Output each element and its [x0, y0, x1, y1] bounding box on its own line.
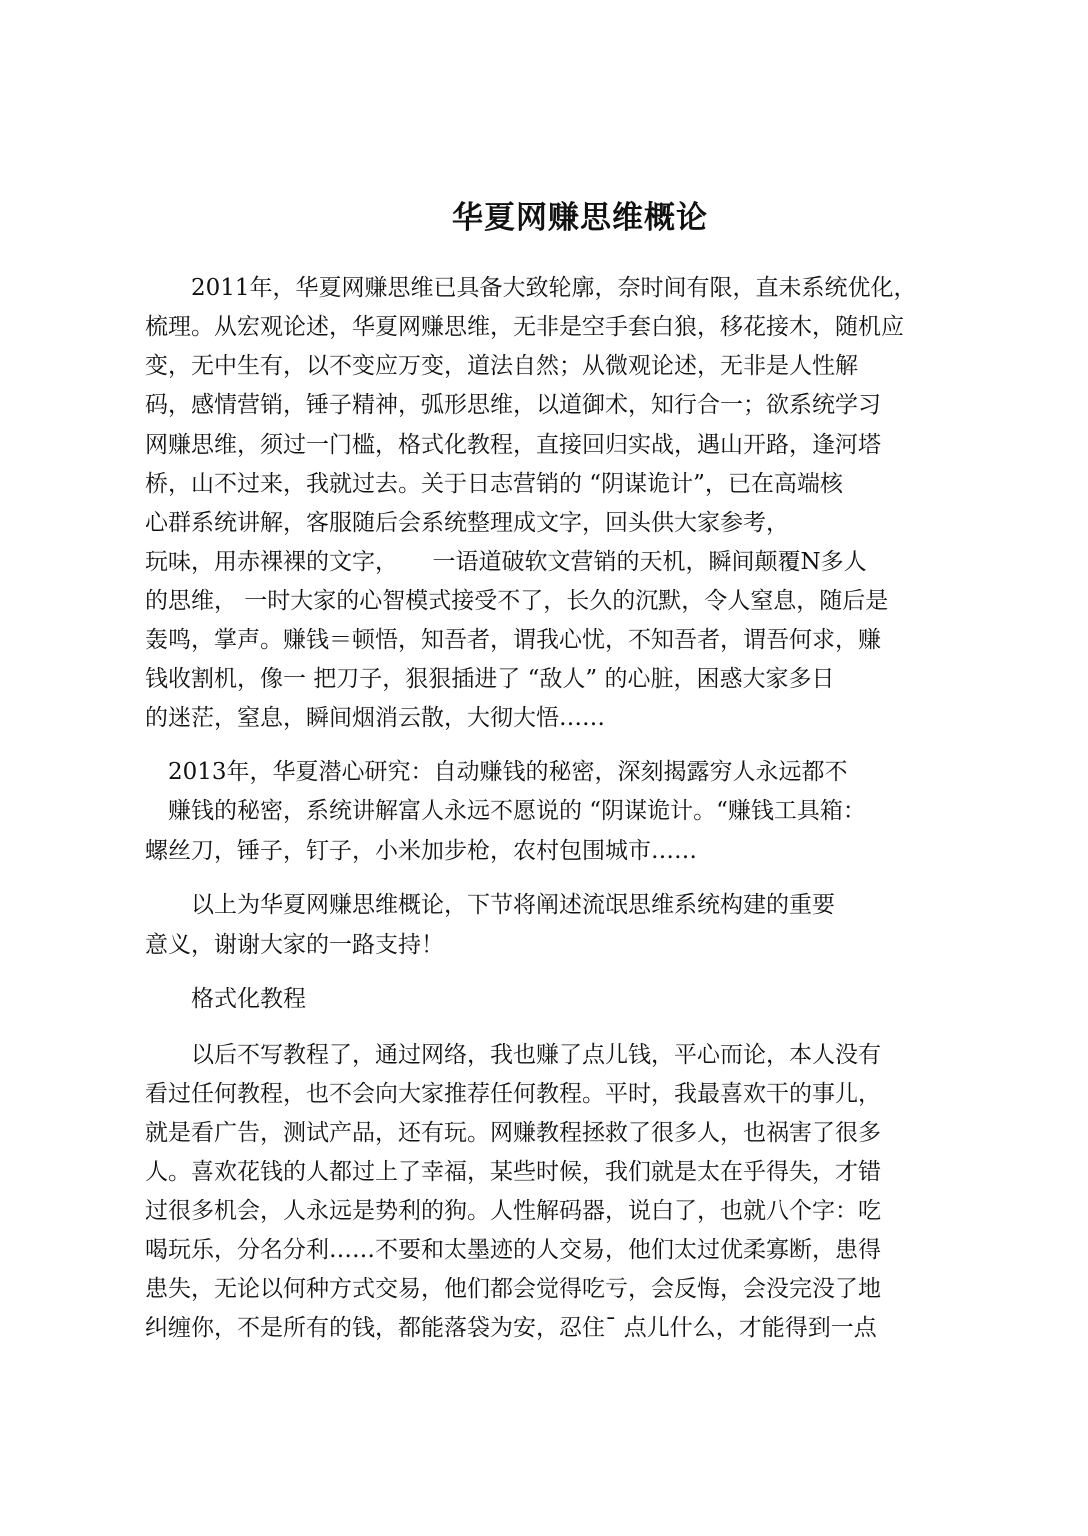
- text-line: 螺丝刀，锤子，钉子，小米加步枪，农村包围城市……: [145, 838, 697, 864]
- text-line: 就是看广告，测试产品，还有玩。网赚教程拯救了很多人，也祸害了很多: [145, 1120, 881, 1146]
- text-line: 的迷茫，窒息，瞬间烟消云散，大彻大悟……: [145, 705, 605, 731]
- text-line: 变，无中生有，以不变应万变，道法自然；从微观论述，无非是人性解: [145, 353, 858, 379]
- text-line: 赚钱的秘密，系统讲解富人永远不愿说的 “阴谋诡计。“赚钱工具箱：: [145, 798, 866, 824]
- text-line: 以上为华夏网赚思维概论，下节将阐述流氓思维系统构建的重要: [145, 892, 835, 918]
- text-line: 纠缠你，不是所有的钱，都能落袋为安，忍住¯ 点儿什么，才能得到一点: [145, 1315, 877, 1341]
- text-line: 的思维， 一时大家的心智模式接受不了，长久的沉默，令人窒息，随后是: [145, 588, 889, 614]
- text-line: 人。喜欢花钱的人都过上了幸福，某些时候，我们就是太在乎得失，才错: [145, 1159, 881, 1185]
- text-line: 喝玩乐，分名分利……不要和太墨迹的人交易，他们太过优柔寡断，患得: [145, 1237, 881, 1263]
- text-line: 轰鸣，掌声。赚钱＝顿悟，知吾者，谓我心忧，不知吾者，谓吾何求，赚: [145, 627, 881, 653]
- text-line: 梳理。从宏观论述，华夏网赚思维，无非是空手套白狼，移花接木，随机应: [145, 314, 904, 340]
- text-line: 看过任何教程，也不会向大家推荐任何教程。平时，我最喜欢干的事儿，: [145, 1081, 881, 1107]
- text-line: 心群系统讲解，客服随后会系统整理成文字，回头供大家参考，: [145, 510, 789, 536]
- text-line: 以后不写教程了，通过网络，我也赚了点儿钱，平心而论，本人没有: [145, 1042, 881, 1068]
- text-line: 2013年，华夏潜心研究：自动赚钱的秘密，深刻揭露穷人永远都不: [145, 759, 848, 785]
- text-line: 意义，谢谢大家的一路支持！: [145, 932, 444, 958]
- text-line: 桥，山不过来，我就过去。关于日志营销的 “阴谋诡计”，已在高端核: [145, 471, 843, 497]
- section-heading: 格式化教程: [145, 986, 306, 1012]
- text-line: 玩味，用赤裸裸的文字， 一语道破软文营销的天机，瞬间颠覆N多人: [145, 549, 867, 575]
- text-line: 2011年，华夏网赚思维已具备大致轮廓，奈时间有限，直未系统优化，: [145, 275, 917, 301]
- document-title: 华夏网赚思维概论: [452, 200, 708, 236]
- text-line: 网赚思维，须过一门槛，格式化教程，直接回归实战，遇山开路，逢河塔: [145, 432, 881, 458]
- text-line: 码，感情营销，锤子精神，弧形思维，以道御术，知行合一；欲系统学习: [145, 392, 881, 418]
- text-line: 钱收割机，像一 把刀子，狠狠插进了 “敌人” 的心脏，困惑大家多日: [145, 666, 835, 692]
- text-line: 过很多机会，人永远是势利的狗。人性解码器，说白了，也就八个字：吃: [145, 1198, 881, 1224]
- text-line: 患失，无论以何种方式交易，他们都会觉得吃亏，会反悔，会没完没了地: [145, 1276, 881, 1302]
